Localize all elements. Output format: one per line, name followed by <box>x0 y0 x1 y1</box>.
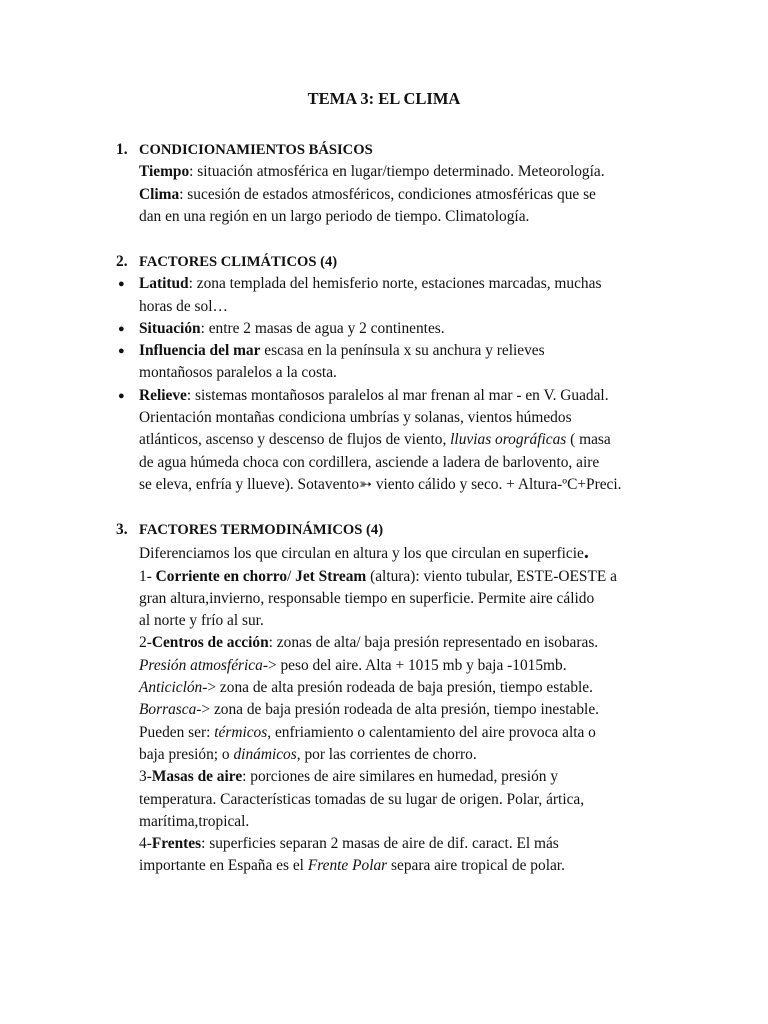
text-relieve-4: de agua húmeda choca con cordillera, asciende a ladera de barlovento, aire <box>139 453 600 471</box>
paragraph-frentes <box>116 833 716 855</box>
intro-dot: . <box>583 541 589 564</box>
term-masas-de-aire: Masas de aire <box>151 768 243 786</box>
text-pueden-a: Pueden ser: <box>139 723 215 741</box>
text-relieve-3 <box>116 429 716 451</box>
text-frentes-1: : superficies separan 2 masas de aire de dif. caract. El más <box>201 835 559 853</box>
term-jet-stream: Jet Stream <box>295 567 367 585</box>
paragraph-corriente-1 <box>116 566 716 588</box>
term-termicos: térmicos <box>214 723 268 741</box>
term-clima: Clima <box>139 185 180 203</box>
text-anticiclon: -> zona de alta presión rodeada de baja presión, tiempo estable. <box>202 679 593 697</box>
term-situacion: Situación <box>139 319 201 337</box>
term-frente-polar: Frente Polar <box>307 857 388 875</box>
section-heading: FACTORES TERMODINÁMICOS (4) <box>139 522 384 538</box>
term-tiempo: Tiempo <box>139 163 190 181</box>
text-borrasca: -> zona de baja presión rodeada de alta presión, tiempo inestable. <box>196 701 599 719</box>
text-relieve-1: : sistemas montañosos paralelos al mar frenan al mar - en V. Guadal. <box>186 386 609 404</box>
term-frentes: Frentes <box>151 835 202 853</box>
prefix-1: 1- <box>139 567 156 585</box>
bullet-icon: ● <box>118 389 125 402</box>
section-number: 3. <box>116 521 128 538</box>
text-influencia-1: escasa en la península x su anchura y relieves <box>260 342 545 360</box>
term-centros-de-accion: Centros de acción <box>151 634 269 652</box>
text-corriente-2: gran altura,invierno, responsable tiempo en superficie. Permite aire cálido <box>139 589 595 607</box>
text-baja-a: baja presión; o <box>139 745 234 763</box>
prefix-2: 2- <box>139 634 152 652</box>
text-centros: : zonas de alta/ baja presión representado en isobaras. <box>268 634 599 652</box>
text-relieve-3b: ( masa <box>566 431 611 449</box>
paragraph-presion <box>116 655 716 677</box>
section-number: 2. <box>116 253 128 270</box>
section-condicionamientos <box>116 139 716 228</box>
list-item-latitud <box>116 273 716 295</box>
paragraph-frentes-cont <box>116 855 716 877</box>
section-number: 1. <box>116 141 128 158</box>
paragraph-pueden-ser <box>116 722 716 744</box>
term-influencia: Influencia del mar <box>139 342 261 360</box>
prefix-4: 4- <box>139 835 152 853</box>
page-title: TEMA 3: EL CLIMA <box>307 89 461 108</box>
text-latitud-2: horas de sol… <box>139 297 228 315</box>
term-anticiclon: Anticiclón <box>139 679 203 697</box>
prefix-3: 3- <box>139 768 152 786</box>
text-tiempo: : situación atmosférica en lugar/tiempo determinado. Meteorología. <box>189 163 605 181</box>
text-relieve-2: Orientación montañas condiciona umbrías y solanas, vientos húmedos <box>139 409 572 427</box>
section-factores-climaticos <box>116 251 716 496</box>
list-item-situacion <box>116 318 716 340</box>
section-heading: CONDICIONAMIENTOS BÁSICOS <box>139 142 373 158</box>
term-dinamicos: dinámicos <box>233 745 297 763</box>
term-latitud: Latitud <box>139 275 189 293</box>
term-presion-atmosferica: Presión atmosférica <box>139 656 263 674</box>
paragraph-baja-presion <box>116 744 716 766</box>
bullet-icon: ● <box>118 345 125 358</box>
paragraph-clima <box>116 184 716 206</box>
paragraph-masas <box>116 766 716 788</box>
text-latitud-1: : zona templada del hemisferio norte, estaciones marcadas, muchas <box>188 275 602 293</box>
section-heading-row <box>116 251 716 273</box>
text-clima-1: : sucesión de estados atmosféricos, condiciones atmosféricas que se <box>179 185 596 203</box>
paragraph-tiempo <box>116 161 716 183</box>
section-heading-row <box>116 139 716 161</box>
section-heading: FACTORES CLIMÁTICOS (4) <box>139 254 338 270</box>
text-relieve-3a: atlánticos, ascenso y descenso de flujos de viento, <box>139 431 451 449</box>
text-masas-2: temperatura. Características tomadas de su lugar de origen. Polar, ártica, <box>139 790 585 808</box>
term-corriente-en-chorro: Corriente en chorro <box>155 567 288 585</box>
paragraph-centros <box>116 632 716 654</box>
text-masas-1: : porciones de aire similares en humedad, presión y <box>242 768 559 786</box>
text-relieve-5: se eleva, enfría y llueve). Sotavento➳ viento cálido y seco. + Altura-ºC+Preci. <box>139 475 622 493</box>
list-item-relieve <box>116 385 716 407</box>
paragraph-clima-cont: dan en una región en un largo periodo de tiempo. Climatología. <box>139 207 530 225</box>
term-relieve: Relieve <box>139 386 187 404</box>
text-situacion: : entre 2 masas de agua y 2 continentes. <box>200 319 445 337</box>
paragraph-anticiclon <box>116 677 716 699</box>
text-corriente-1: (altura): viento tubular, ESTE-OESTE a <box>366 567 617 585</box>
text-frentes-2a: importante en España es el <box>139 857 308 875</box>
list-item-influencia <box>116 340 716 362</box>
term-borrasca: Borrasca <box>139 701 197 719</box>
text-presion: -> peso del aire. Alta + 1015 mb y baja -1015mb. <box>262 656 567 674</box>
text-masas-3: marítima,tropical. <box>139 812 250 830</box>
text-intro: Diferenciamos los que circulan en altura y los que circulan en superficie <box>139 545 584 563</box>
paragraph-borrasca <box>116 699 716 721</box>
bullet-icon: ● <box>118 278 125 291</box>
paragraph-intro <box>116 541 716 565</box>
sep-1: / <box>287 567 296 585</box>
section-heading-row <box>116 519 716 541</box>
term-lluvias-orograficas: lluvias orográficas <box>450 431 567 449</box>
text-corriente-3: al norte y frío al sur. <box>139 612 264 630</box>
text-influencia-2: montañosos paralelos a la costa. <box>139 364 337 382</box>
text-baja-b: , por las corrientes de chorro. <box>296 745 477 763</box>
text-frentes-2b: separa aire tropical de polar. <box>387 857 565 875</box>
bullet-icon: ● <box>118 322 125 335</box>
section-factores-termodinamicos <box>116 519 716 878</box>
text-pueden-b: , enfriamiento o calentamiento del aire provoca alta o <box>267 723 596 741</box>
